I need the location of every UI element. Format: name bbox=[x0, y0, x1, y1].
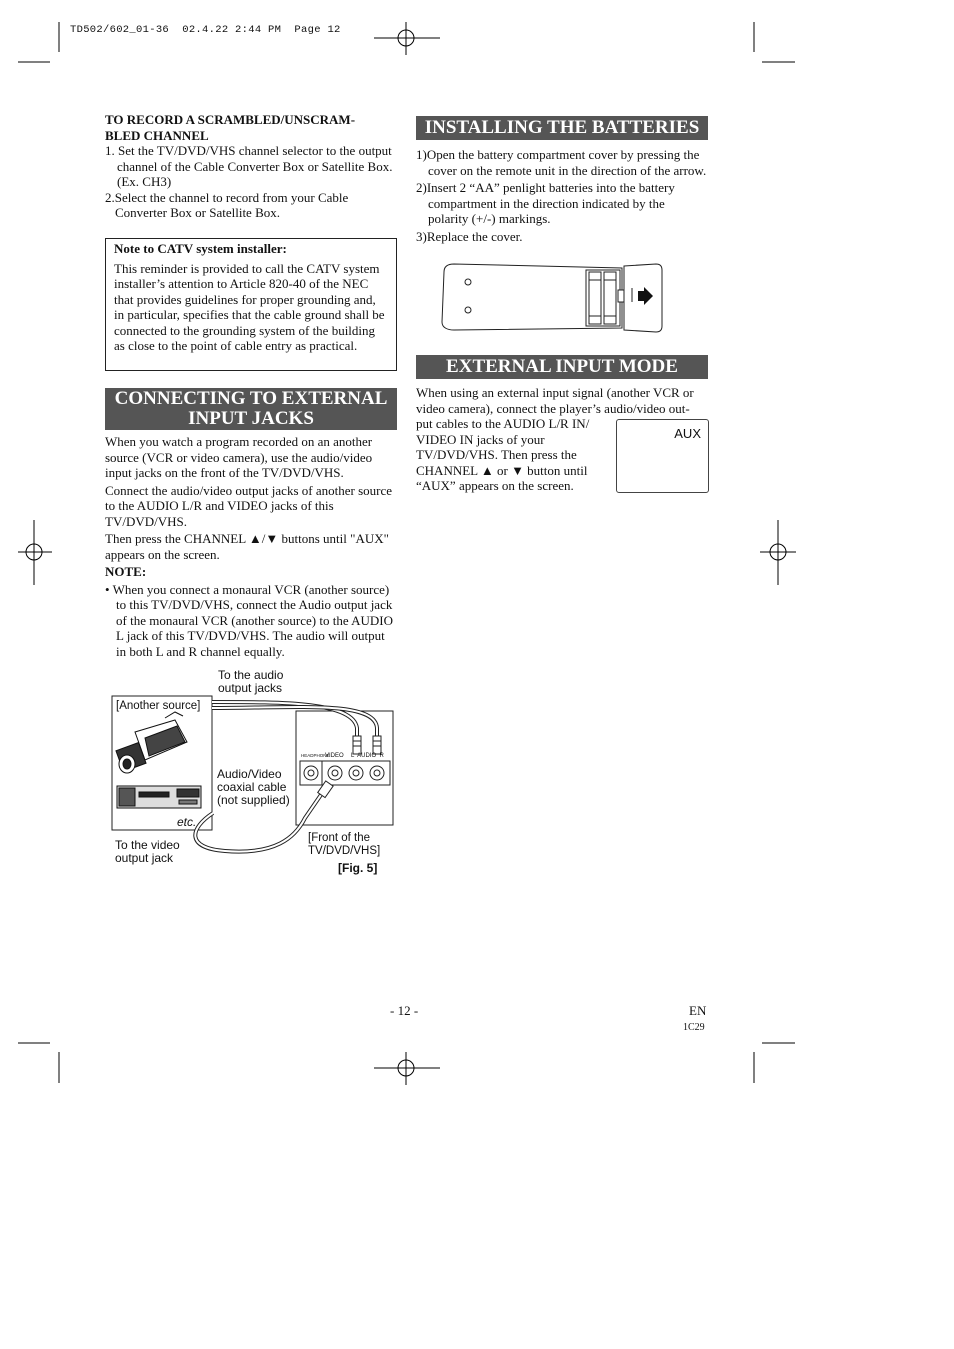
document-code: 1C29 bbox=[683, 1022, 705, 1033]
aux-screen-text: AUX bbox=[674, 426, 701, 441]
catv-note-body: This reminder is provided to call the CATV system installer’s attention to Article 820-40 of the NEC that provides guidelines for proper grounding and, in particular, specifies that the cable ground shall be connected to the grounding system of the building as close to the point of cable entry as practical. bbox=[114, 260, 385, 353]
note-bullet: • When you connect a monaural VCR (another source) to this TV/DVD/VHS, connect the Audio output jack of the monaural VCR (another source) to the AUDIO L jack of this TV/DVD/VHS. The audio will output in both L and R channel equally. bbox=[105, 581, 394, 659]
batteries-body bbox=[416, 147, 708, 244]
jack-label-video: VIDEO bbox=[325, 753, 344, 759]
jack-label-audio: L AUDIO R bbox=[351, 753, 384, 759]
label-etc: etc. bbox=[177, 815, 197, 829]
battery-step-3: 3)Replace the cover. bbox=[416, 228, 523, 244]
label-another-source: [Another source] bbox=[116, 700, 201, 712]
batteries-banner: INSTALLING THE BATTERIES bbox=[416, 116, 708, 140]
audio-r-jack bbox=[370, 766, 384, 780]
fig-5-label: [Fig. 5] bbox=[338, 861, 378, 875]
external-instructions: put cables to the AUDIO L/R IN/ VIDEO IN jacks of your TV/DVD/VHS. Then press the CHANNEL ▲ or ▼ button until “AUX” appears on the screen. bbox=[416, 416, 590, 493]
page-number: - 12 - bbox=[390, 1003, 419, 1018]
camcorder-icon bbox=[116, 712, 187, 773]
vcr-icon bbox=[117, 786, 201, 808]
connecting-p2: Connect the audio/video output jacks of another source to the AUDIO L/R and VIDEO jacks of this TV/DVD/VHS. bbox=[105, 482, 393, 529]
label-to-video: To the video output jack bbox=[115, 838, 180, 865]
external-banner: EXTERNAL INPUT MODE bbox=[416, 355, 708, 379]
connecting-body bbox=[105, 434, 397, 659]
label-cable: Audio/Video coaxial cable (not supplied) bbox=[217, 767, 290, 807]
jack-label-headphone: HEADPHONE bbox=[301, 753, 330, 758]
label-to-audio: To the audio output jacks bbox=[218, 668, 284, 695]
battery-step-1: 1)Open the battery compartment cover by pressing the cover on the remote unit in the direction of the arrow. bbox=[416, 147, 707, 178]
catv-note-title: Note to CATV system installer: bbox=[114, 241, 287, 256]
label-front-tv: [Front of the TV/DVD/VHS] bbox=[308, 832, 381, 857]
connecting-banner: CONNECTING TO EXTERNAL INPUT JACKS bbox=[105, 388, 397, 430]
print-slug: TD502/602_01-36 02.4.22 2:44 PM Page 12 bbox=[70, 24, 341, 36]
record-section bbox=[105, 112, 397, 221]
video-jack bbox=[328, 766, 342, 780]
external-intro: When using an external input signal (another VCR or video camera), connect the player’s audio/video out- bbox=[416, 385, 694, 416]
note-label: NOTE: bbox=[105, 564, 147, 579]
aux-screen bbox=[616, 419, 709, 493]
connecting-p3: Then press the CHANNEL ▲/▼ buttons until "AUX" appears on the screen. bbox=[105, 531, 389, 562]
audio-l-jack bbox=[349, 766, 363, 780]
battery-step-2: 2)Insert 2 “AA” penlight batteries into the battery compartment in the direction indicated by the polarity (+/-) markings. bbox=[416, 180, 675, 226]
record-step-1: 1. Set the TV/DVD/VHS channel selector to the output channel of the Cable Converter Box or Satellite Box. (Ex. CH3) bbox=[105, 143, 393, 189]
language-code: EN bbox=[689, 1003, 707, 1018]
record-step-2: 2.Select the channel to record from your Cable Converter Box or Satellite Box. bbox=[105, 189, 349, 220]
record-heading: TO RECORD A SCRAMBLED/UNSCRAM- BLED CHANNEL bbox=[105, 112, 356, 143]
remote-battery-illustration bbox=[438, 260, 668, 336]
headphone-jack bbox=[304, 766, 318, 780]
connecting-p1: When you watch a program recorded on an another source (VCR or video camera), use the audio/video input jacks on the front of the TV/DVD/VHS. bbox=[105, 434, 373, 480]
catv-note-box bbox=[105, 238, 397, 371]
